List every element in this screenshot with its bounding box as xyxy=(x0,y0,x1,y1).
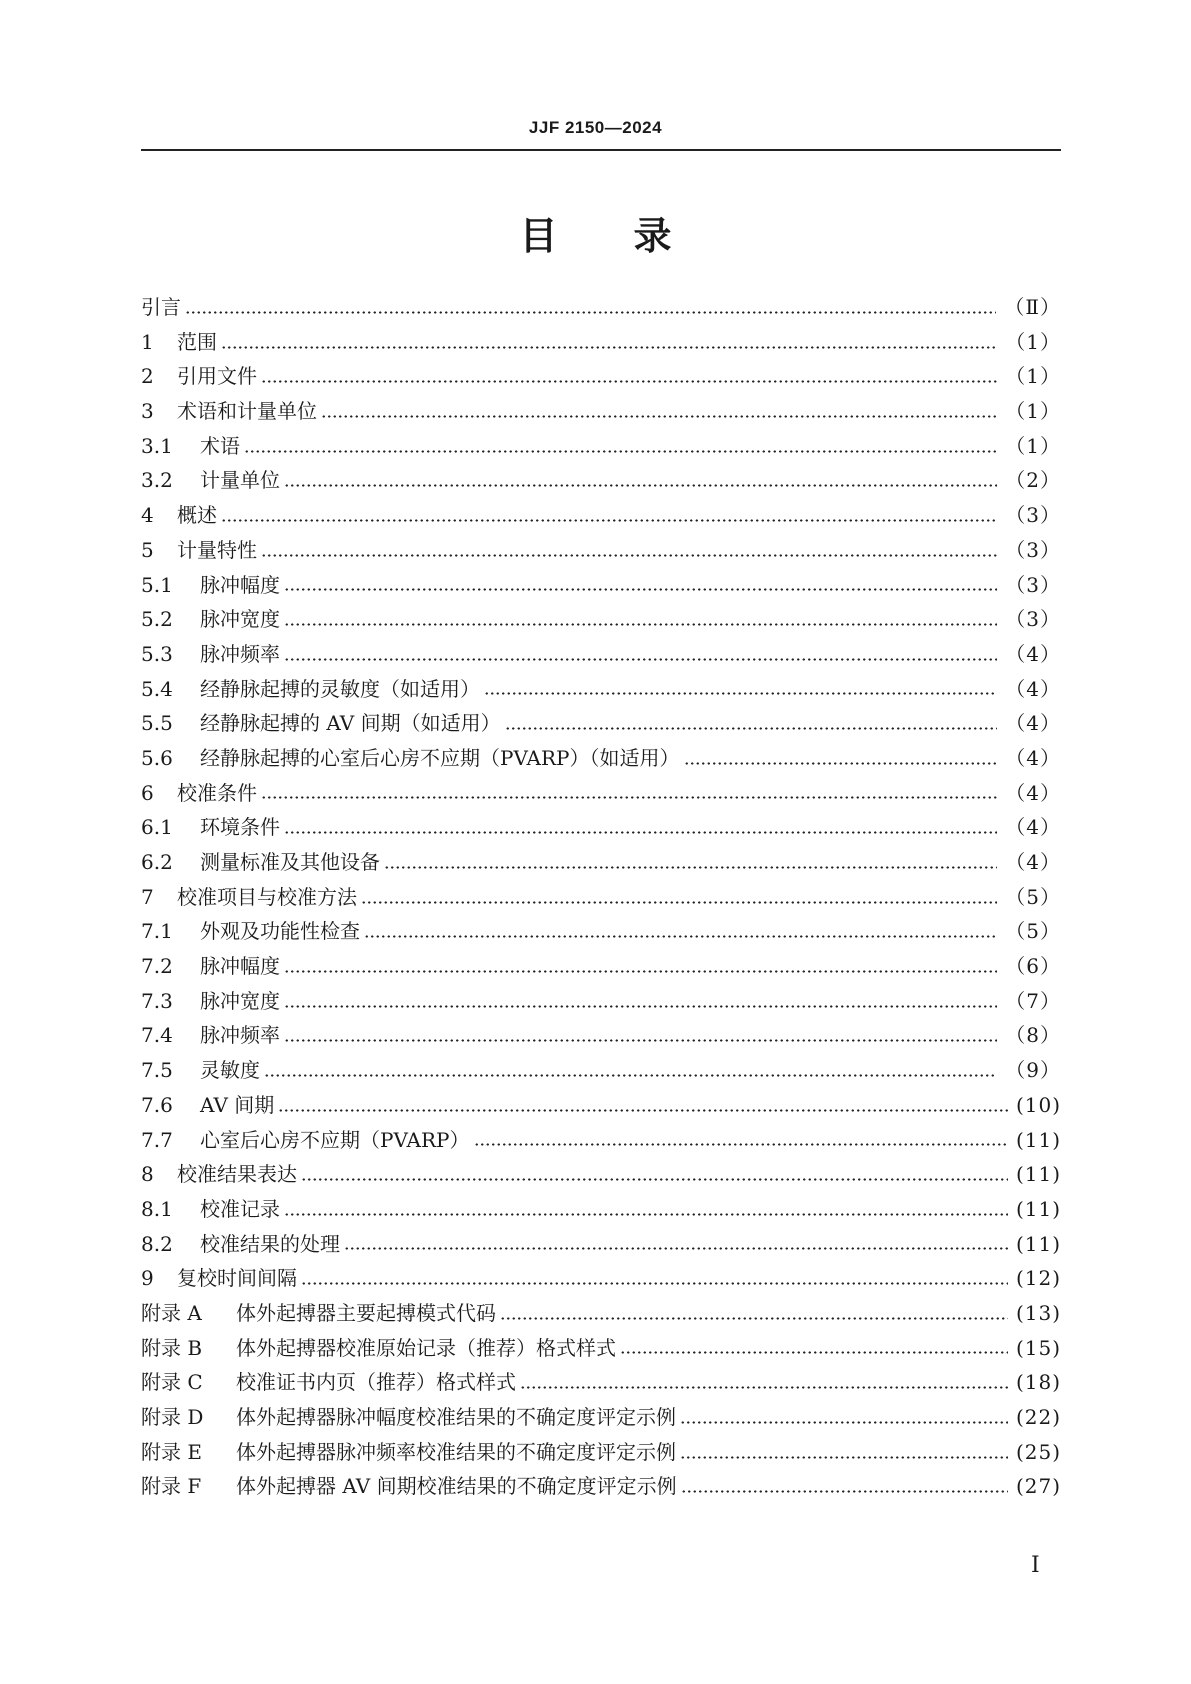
dot-leader xyxy=(680,1456,1008,1459)
toc-entry-number: 5.4 xyxy=(141,676,173,701)
toc-entry[interactable] xyxy=(141,707,1061,742)
toc-entry-title: 体外起搏器 AV 间期校准结果的不确定度评定示例 xyxy=(236,1474,677,1499)
toc-entry-page: （1） xyxy=(1005,364,1061,389)
toc-entry-title: 概述 xyxy=(177,503,217,528)
toc-entry-page: (15) xyxy=(1015,1335,1061,1360)
dot-leader xyxy=(680,1421,1008,1424)
page-title xyxy=(0,205,1191,260)
toc-entry[interactable] xyxy=(141,1470,1061,1505)
toc-entry[interactable] xyxy=(141,985,1061,1020)
toc-entry-title: 计量特性 xyxy=(177,537,257,562)
toc-entry-title: 校准证书内页（推荐）格式样式 xyxy=(236,1370,516,1395)
toc-entry[interactable] xyxy=(141,950,1061,985)
toc-entry-title: 校准项目与校准方法 xyxy=(177,884,357,909)
dot-leader xyxy=(484,692,997,695)
dot-leader xyxy=(284,484,997,487)
toc-entry-title: 体外起搏器主要起搏模式代码 xyxy=(236,1300,496,1325)
toc-entry[interactable] xyxy=(141,638,1061,673)
toc-entry-title: 体外起搏器校准原始记录（推荐）格式样式 xyxy=(236,1335,616,1360)
dot-leader xyxy=(261,554,997,557)
toc-entry-title: 复校时间间隔 xyxy=(177,1266,297,1291)
toc-entry-number: 8.1 xyxy=(141,1196,173,1221)
toc-entry[interactable] xyxy=(141,1193,1061,1228)
toc-entry[interactable] xyxy=(141,499,1061,534)
toc-entry[interactable] xyxy=(141,1366,1061,1401)
toc-entry-number: 4 xyxy=(141,503,154,528)
toc-entry-number: 5.1 xyxy=(141,572,173,597)
dot-leader xyxy=(301,1178,1008,1181)
toc-entry-page: （1） xyxy=(1005,433,1061,458)
toc-entry-number: 5 xyxy=(141,537,154,562)
toc-entry-number: 6.1 xyxy=(141,815,173,840)
toc-entry-number: 6.2 xyxy=(141,850,173,874)
dot-leader xyxy=(261,796,997,799)
toc-entry-number: 2 xyxy=(141,364,154,389)
toc-entry-number: 7.1 xyxy=(141,919,173,944)
toc-entry-page: （4） xyxy=(1005,676,1061,701)
toc-entry[interactable] xyxy=(141,846,1061,881)
toc-entry-page: （8） xyxy=(1005,1023,1061,1048)
dot-leader xyxy=(361,901,997,904)
header-rule xyxy=(141,149,1061,151)
toc-entry-title: 体外起搏器脉冲幅度校准结果的不确定度评定示例 xyxy=(236,1405,676,1429)
toc-entry-number: 9 xyxy=(141,1266,154,1291)
dot-leader xyxy=(364,935,997,938)
toc-entry-page: （5） xyxy=(1005,919,1061,944)
dot-leader xyxy=(620,1351,1008,1354)
toc-entry-page: （4） xyxy=(1005,780,1061,805)
dot-leader xyxy=(505,727,998,730)
dot-leader xyxy=(684,762,998,765)
toc-entry-title: 术语和计量单位 xyxy=(177,399,317,424)
toc-entry-page: （4） xyxy=(1005,641,1061,666)
toc-entry[interactable] xyxy=(141,811,1061,846)
toc-entry-number: 7.2 xyxy=(141,954,173,979)
dot-leader xyxy=(500,1317,1008,1320)
toc-entry-number: 5.5 xyxy=(141,711,173,736)
toc-entry-page: （5） xyxy=(1005,884,1061,909)
dot-leader xyxy=(284,1213,1008,1216)
toc-entry[interactable] xyxy=(141,464,1061,499)
toc-entry-number: 3 xyxy=(141,399,154,424)
toc-entry[interactable] xyxy=(141,881,1061,916)
toc-entry-number: 7 xyxy=(141,884,154,909)
toc-entry-title: 引言 xyxy=(141,295,181,319)
dot-leader xyxy=(284,1005,997,1008)
toc-entry-number: 5.2 xyxy=(141,607,173,632)
dot-leader xyxy=(284,970,997,973)
toc-entry[interactable] xyxy=(141,1436,1061,1471)
toc-entry-page: （3） xyxy=(1005,572,1061,597)
page-number: I xyxy=(1031,1553,1040,1578)
toc-entry-page: （4） xyxy=(1005,815,1061,840)
toc-entry-page: (13) xyxy=(1015,1300,1061,1325)
toc-entry-number: 附录 C xyxy=(141,1370,203,1395)
toc-entry-number: 7.7 xyxy=(141,1127,173,1152)
toc-entry-page: （3） xyxy=(1005,607,1061,632)
toc-entry[interactable] xyxy=(141,1019,1061,1054)
toc-entry-page: （7） xyxy=(1005,988,1061,1013)
toc-entry-title: 灵敏度 xyxy=(200,1058,260,1083)
toc-entry-title: 外观及功能性检查 xyxy=(200,919,360,944)
toc-entry-number: 附录 D xyxy=(141,1405,204,1429)
toc-entry-page: （1） xyxy=(1005,399,1061,424)
toc-entry[interactable] xyxy=(141,534,1061,569)
toc-entry[interactable] xyxy=(141,430,1061,465)
document-code-header: JJF 2150—2024 xyxy=(528,118,663,137)
dot-leader xyxy=(261,380,997,383)
toc-entry-page: (11) xyxy=(1015,1127,1061,1152)
toc-entry[interactable] xyxy=(141,1124,1061,1159)
dot-leader xyxy=(221,346,997,349)
dot-leader xyxy=(321,415,997,418)
toc-entry-page: （4） xyxy=(1005,850,1061,874)
toc-entry-number: 8.2 xyxy=(141,1231,173,1256)
dot-leader xyxy=(681,1490,1008,1493)
toc-entry-number: 6 xyxy=(141,780,154,805)
toc-entry-page: (25) xyxy=(1015,1439,1061,1464)
toc-entry-title: 脉冲幅度 xyxy=(200,572,280,597)
toc-entry[interactable] xyxy=(141,395,1061,430)
toc-entry[interactable] xyxy=(141,569,1061,604)
table-of-contents xyxy=(141,291,1061,1505)
toc-entry-title: 范围 xyxy=(177,329,217,354)
toc-entry-number: 7.6 xyxy=(141,1092,173,1117)
toc-entry-title: 校准结果的处理 xyxy=(200,1231,340,1256)
toc-entry-title: 校准结果表达 xyxy=(177,1162,297,1187)
dot-leader xyxy=(244,450,997,453)
toc-entry[interactable] xyxy=(141,1297,1061,1332)
toc-entry-title: 测量标准及其他设备 xyxy=(200,850,380,874)
dot-leader xyxy=(284,831,997,834)
toc-entry-number: 附录 A xyxy=(141,1300,202,1325)
toc-entry[interactable] xyxy=(141,1228,1061,1263)
toc-entry-number: 5.3 xyxy=(141,641,173,666)
toc-entry-number: 3.2 xyxy=(141,468,173,493)
dot-leader xyxy=(278,1109,1008,1112)
dot-leader xyxy=(384,866,997,869)
toc-entry-title: 心室后心房不应期（PVARP） xyxy=(200,1127,470,1152)
toc-entry[interactable] xyxy=(141,326,1061,361)
toc-entry-number: 5.6 xyxy=(141,745,173,770)
toc-entry-title: 脉冲幅度 xyxy=(200,954,280,979)
toc-entry-page: （Ⅱ） xyxy=(1004,295,1061,319)
dot-leader xyxy=(284,1039,997,1042)
toc-entry-number: 附录 F xyxy=(141,1474,202,1499)
toc-entry-title: 计量单位 xyxy=(200,468,280,493)
toc-entry-title: 术语 xyxy=(200,433,240,458)
dot-leader xyxy=(301,1282,1008,1285)
toc-entry[interactable] xyxy=(141,1401,1061,1436)
dot-leader xyxy=(474,1143,1008,1146)
toc-entry-number: 7.5 xyxy=(141,1058,173,1083)
toc-entry[interactable] xyxy=(141,1262,1061,1297)
toc-entry-page: (22) xyxy=(1015,1405,1061,1429)
toc-entry[interactable] xyxy=(141,1158,1061,1193)
toc-entry-title: 经静脉起搏的灵敏度（如适用） xyxy=(200,676,480,701)
toc-entry-number: 7.4 xyxy=(141,1023,173,1048)
toc-entry-number: 附录 B xyxy=(141,1335,203,1360)
toc-entry-title: 经静脉起搏的 AV 间期（如适用） xyxy=(200,711,501,736)
toc-entry-title: 体外起搏器脉冲频率校准结果的不确定度评定示例 xyxy=(236,1439,676,1464)
dot-leader xyxy=(520,1386,1008,1389)
toc-entry-title: 校准条件 xyxy=(177,780,257,805)
toc-entry[interactable] xyxy=(141,673,1061,708)
title-char: 录 xyxy=(633,214,672,258)
toc-entry-title: AV 间期 xyxy=(200,1092,275,1117)
toc-entry-page: （3） xyxy=(1005,537,1061,562)
toc-entry-page: （3） xyxy=(1005,503,1061,528)
toc-entry[interactable] xyxy=(141,1089,1061,1124)
toc-entry[interactable] xyxy=(141,1054,1061,1089)
toc-entry-title: 引用文件 xyxy=(177,364,257,389)
toc-entry-page: （4） xyxy=(1005,745,1061,770)
toc-entry-page: (10) xyxy=(1015,1092,1061,1117)
toc-entry-page: (18) xyxy=(1015,1370,1061,1395)
dot-leader xyxy=(284,588,997,591)
toc-entry-page: （1） xyxy=(1005,329,1061,354)
toc-entry[interactable] xyxy=(141,1332,1061,1367)
dot-leader xyxy=(264,1074,997,1077)
toc-entry-number: 1 xyxy=(141,329,154,354)
toc-entry-title: 脉冲频率 xyxy=(200,1023,280,1048)
toc-entry-number: 7.3 xyxy=(141,988,173,1013)
toc-entry[interactable] xyxy=(141,742,1061,777)
toc-entry[interactable] xyxy=(141,915,1061,950)
toc-entry-page: （2） xyxy=(1005,468,1061,493)
toc-entry-title: 脉冲宽度 xyxy=(200,607,280,632)
toc-entry-page: (11) xyxy=(1015,1231,1061,1256)
toc-entry[interactable] xyxy=(141,360,1061,395)
toc-entry-page: （4） xyxy=(1005,711,1061,736)
toc-entry-title: 环境条件 xyxy=(200,815,280,840)
title-char: 目 xyxy=(519,214,558,258)
toc-entry[interactable] xyxy=(141,777,1061,812)
dot-leader xyxy=(221,519,997,522)
toc-entry-number: 附录 E xyxy=(141,1439,202,1464)
dot-leader xyxy=(284,658,997,661)
dot-leader xyxy=(185,311,996,314)
toc-entry-page: (11) xyxy=(1015,1196,1061,1221)
toc-entry-title: 校准记录 xyxy=(200,1196,280,1221)
toc-entry[interactable] xyxy=(141,603,1061,638)
dot-leader xyxy=(284,623,997,626)
toc-entry-number: 3.1 xyxy=(141,433,173,458)
toc-entry-page: （9） xyxy=(1005,1058,1061,1083)
toc-entry-number: 8 xyxy=(141,1162,154,1187)
toc-entry-page: (11) xyxy=(1015,1162,1061,1187)
toc-entry[interactable] xyxy=(141,291,1061,326)
toc-entry-page: (27) xyxy=(1015,1474,1061,1499)
toc-entry-page: （6） xyxy=(1005,954,1061,979)
toc-entry-title: 脉冲频率 xyxy=(200,641,280,666)
toc-entry-title: 经静脉起搏的心室后心房不应期（PVARP）（如适用） xyxy=(200,745,680,770)
dot-leader xyxy=(344,1247,1008,1250)
toc-entry-title: 脉冲宽度 xyxy=(200,988,280,1013)
toc-entry-page: (12) xyxy=(1015,1266,1061,1291)
